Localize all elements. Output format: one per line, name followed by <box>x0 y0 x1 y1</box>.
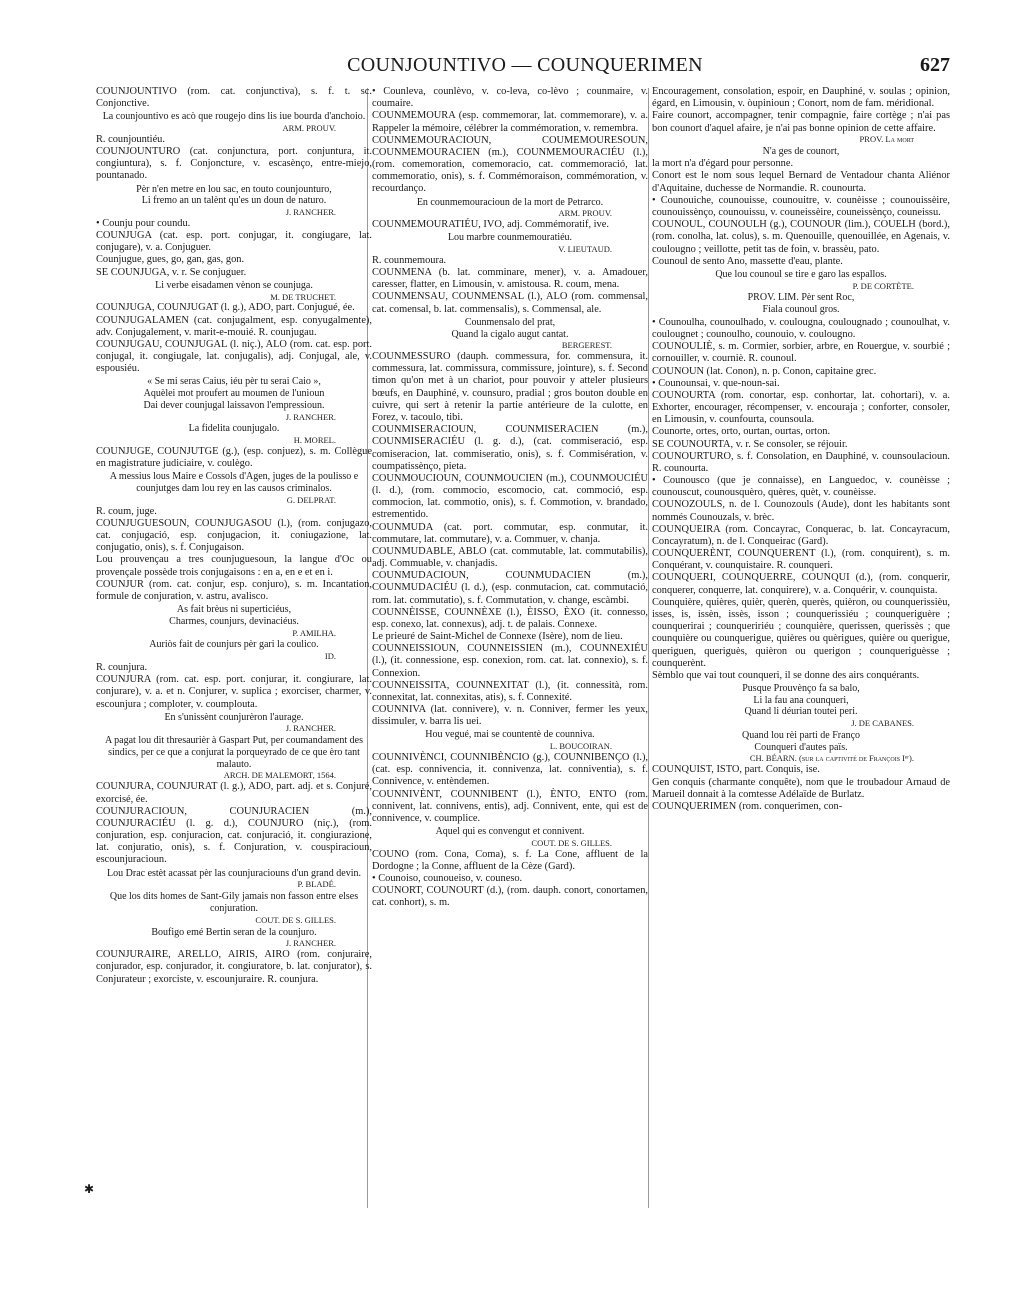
citation-source: M. DE TRUCHET. <box>270 291 336 302</box>
dictionary-entry: COUNNIVÈNT, COUNNIBENT (l.), ÈNTO, ENTO (rom. connivent, lat. connivens, entis), adj. Connivent, ente, qui est de connivence, v. coumplice. <box>372 788 648 824</box>
quotation <box>96 471 372 494</box>
dictionary-entry: COUNJUGAU, COUNJUGAL (l. niç.), ALO (rom. cat. esp. port. conjugal, it. congiugale, lat. conjugalis), adj. Conjugal, ale, v. espousiéu. <box>96 338 372 375</box>
quotation-line: « Se mi seras Caius, iéu pèr tu serai Caio », <box>147 376 321 388</box>
quotation-line: La counjountivo es acò que rougejo dins lis iue bourda d'anchoio. <box>102 111 366 123</box>
dictionary-entry: • Counju pour coundu. <box>96 217 191 229</box>
quotation <box>372 232 648 244</box>
dictionary-entry: COUNMUDA (cat. port. commutar, esp. conmutar, it. commutare, lat. commutare), v. a. Commuer, v. chanja. <box>372 521 648 545</box>
quotation <box>96 868 372 880</box>
quotation-line: Fiala counoul gros. <box>762 304 840 316</box>
citation-source: ID. <box>324 651 336 662</box>
quotation <box>372 317 648 340</box>
dictionary-entry: COUNMISERACIOUN, COUNMISERACIEN (m.), COUNMISERACIÉU (l. g. d.), (cat. commiseració, esp. comiseracion, lat. commiseratio, onis), s. f. Commisération, v. coumpatissènço, pieta. <box>372 424 648 472</box>
dictionary-entry: COUNJUGUESOUN, COUNJUGASOU (l.), (rom. conjugazo, cat. conjugació, esp. conjugacion, it. coniugazione, lat. conjugatio, onis), s. f. Conjugaison. <box>96 517 372 554</box>
dictionary-entry: COUNJURACIOUN, COUNJURACIEN (m.), COUNJURACIÉU (l. g. d.), COUNJURO (niç.), (rom. conjuration, esp. conjuracion, cat. conjuració, it. congiurazione, lat. conjuratio, onis), s. f. Conjuration, v. couspiracioun, escounjuracioun. <box>96 805 372 866</box>
dictionary-entry: R. counmemoura. <box>372 254 447 266</box>
quotation <box>96 712 372 724</box>
quotation-line: Boufigo emé Bertin seran de la counjuro. <box>151 926 317 938</box>
dictionary-entry: • Counounsai, v. que-noun-sai. <box>652 377 780 389</box>
dictionary-entry: COUNQUIST, ISTO, part. Conquis, ise. <box>652 764 820 776</box>
dictionary-entry: COUNMEMOURATIÉU, IVO, adj. Commémoratif, ive. <box>372 219 609 231</box>
quotation-line: Li fremo an un talènt qu'es un doun de naturo. <box>141 195 327 207</box>
dictionary-entry: Encouragement, consolation, espoir, en Dauphiné, v. soulas ; opinion, égard, en Limousin, v. òupinioun ; Conort, nom de fam. méridional. <box>652 86 950 110</box>
dictionary-entry: COUNQUEIRA (rom. Concayrac, Conquerac, b. lat. Concayracum, Concayratum), n. de l. Conqueirac (Gard). <box>652 523 950 547</box>
running-head: COUNJOUNTIVO — COUNQUERIMEN <box>347 54 703 76</box>
quotation-line: Hou vegué, mai se countentè de counniva. <box>425 729 595 741</box>
quotation <box>652 146 950 158</box>
quotation-line: Lou marbre counmemouratiéu. <box>447 232 573 244</box>
quotation-line: A pagat lou dit thresaurièr à Gaspart Put, per coumandament des sindics, per ce que a conjurat la porqueyrado de ce que èro tant malauto. <box>105 735 363 770</box>
quotation <box>652 269 950 281</box>
dictionary-entry: COUNJUGE, COUNJUTGE (g.), (esp. conjuez), s. m. Collègue en magistrature judiciaire, v. coulègo. <box>96 446 372 470</box>
dictionary-entry: COUNQUERIMEN (rom. conquerimen, con- <box>652 800 843 812</box>
dictionary-entry: Lou prouvençau a tres counjuguesoun, la langue d'Oc ou provençale possède trois conjugaisons : en a, en e et en i. <box>96 554 372 578</box>
dictionary-entry: COUNJOUNTURO (cat. conjunctura, port. conjuntura, it. congiuntura), s. f. Conjoncture, v. escasènço, entre-miejo, pountanado. <box>96 146 372 182</box>
dictionary-entry: Counoul de sento Ano, massette d'eau, plante. <box>652 255 843 267</box>
margin-asterisk: ✱ <box>84 1182 95 1196</box>
citation-source: J. RANCHER. <box>285 411 336 422</box>
page-header <box>100 52 950 86</box>
dictionary-entry: COUNMESSURO (dauph. commessura, for. commensura, it. commessura, lat. commissura, commissure, jointure), s. f. Second timon qu'on met à un chariot, pour pouvoir y atteler plusieurs bœufs, en Dauphiné, v. counsuro, pradial ; gros bouton double en cuivre, qui sert à retenir la partie antérieure de la culotte, en Forez, v. tacoulo, tibi. <box>372 351 648 423</box>
citation-source: COUT. DE S. GILLES. <box>255 914 336 925</box>
quotation-line: Dai dever counjugal laissavon l'empressioun. <box>143 399 325 411</box>
dictionary-entry: Sèmblo que vai tout counqueri, il se donne des airs conquérants. <box>652 669 920 681</box>
quotation-line: Li la fau ana counqueri, <box>753 694 849 706</box>
quotation-line: Counqueri d'autes païs. <box>754 741 848 753</box>
dictionary-entry: • Counouiche, counouisse, counouitre, v. counèisse ; counouissèire, counouissènço, counouissu, v. couneissèire, couneissènço, couneissu. <box>652 194 950 218</box>
dictionary-entry: • Counoulha, counoulhado, v. coulougna, coulougnado ; counoulhat, v. coulougnet ; counoulho, counouio, v. coulougno. <box>652 316 950 341</box>
quotation-line: En s'unissènt counjurèron l'aurage. <box>164 711 304 723</box>
citation-source: P. BLADÉ. <box>297 879 336 890</box>
quotation-line: Auriòs fait de counjurs pèr gari la coulico. <box>149 639 319 651</box>
quotation-line: Aquèlei mot proufert au moumen de l'unioun <box>143 388 325 400</box>
quotation-line: Quand li déurian toutei peri. <box>744 706 858 718</box>
quotation-line: PROV. LIM. Pèr sent Roc, <box>747 292 855 304</box>
quotation <box>96 184 372 207</box>
quotation-line: En counmemouracioun de la mort de Petrarco. <box>416 196 604 208</box>
quotation-line: Pusque Prouvènço fa sa balo, <box>742 683 860 695</box>
quotation <box>96 376 372 411</box>
quotation-line: Quand la cigalo augut cantat. <box>451 328 569 340</box>
dictionary-entry: COUNMEMOURACIOUN, COUMEMOURESOUN, COUNMEMOURACIEN (m.), COUNMEMOURACIÉU (l.), (rom. comemoration, comemoracio, cat. commemoració, lat. commemoratio, onis), s. f. Commémoraison, commémoration, v. recourdanço. <box>372 134 648 195</box>
quotation-line: N'a ges de counort, <box>762 145 840 157</box>
dictionary-entry: COUNNEISSITA, COUNNEXITAT (l.), (it. connessità, rom. connexitat, lat. connexitas, atis), s. f. Connexité. <box>372 679 648 703</box>
quotation <box>372 197 648 209</box>
citation-source: G. DELPRAT. <box>286 494 336 505</box>
dictionary-entry: Counquière, quières, quièr, querèn, querès, quièron, ou counquerissièu, isses, is, issèn, issès, isson ; counquerissiéu ; counqueriguère ; counquerirai ; counqueririéu ; counquière, querissen, querissès ; que counquière ou counquerigue, quières ou quèrigues, quière ou querigue, queriguen, queriguès, quièron ou querigon ; counqueriguèsse ; counquerènt. <box>652 596 950 669</box>
quotation-line: As fait brèus ni superticiéus, <box>176 604 292 616</box>
dictionary-entry: Conort est le nom sous lequel Bernard de Ventadour chanta Aliénor d'Aquitaine, duchesse de Normandie. R. counourta. <box>652 170 950 194</box>
citation-source: J. DE CABANES. <box>851 718 914 729</box>
dictionary-entry: COUNORT, COUNOURT (d.), (rom. dauph. conort, conortamen, cat. conhort), s. m. <box>372 885 648 909</box>
citation-source: ARCH. DE MALEMORT, 1564. <box>223 770 336 781</box>
column-2 <box>372 86 648 910</box>
citation-source: PROV. La mort <box>859 133 914 144</box>
dictionary-entry: COUNMUDACIOUN, COUNMUDACIEN (m.), COUNMUDACIÉU (l. d.), (esp. conmutacion, cat. commutació, rom. lat. commutatio), s. f. Commutation, v. change, escàmbi. <box>372 570 648 606</box>
quotation <box>372 826 648 838</box>
dictionary-entry: • Counousco (que je connaisse), en Languedoc, v. counèisse ; counouscut, counousquèro, quères, quèt, v. counèisse. <box>652 475 950 499</box>
dictionary-entry: COUNMENA (b. lat. comminare, mener), v. a. Amadouer, caresser, flatter, en Limousin, v. amistousa. R. coum, mena. <box>372 267 648 291</box>
dictionary-entry: R. coum, juge. <box>96 505 157 517</box>
dictionary-entry: COUNNÈISSE, COUNNÈXE (l.), ÈISSO, ÈXO (it. connesso, esp. conexo, lat. connexus), adj. t. de palais. Connexe. <box>372 606 648 630</box>
dictionary-entry: COUNOUL, COUNOULH (g.), COUNOUR (lim.), COUELH (bord.), (rom. conolha, lat. colus), s. m. Quenouille, quenouillée, en Agenais, v. coulougno ; veillotte, petit tas de foin, v. brassèu, pato. <box>652 219 950 255</box>
dictionary-entry: Counorte, ortes, orto, ourtan, ourtas, orton. <box>652 426 831 438</box>
citation-source: J. RANCHER. <box>285 207 336 218</box>
quotation <box>652 730 950 753</box>
quotation-line: Que los dits homes de Sant-Gily jamais non fasson entre elses conjuration. <box>109 891 359 914</box>
citation-source: H. MOREL. <box>293 435 336 446</box>
quotation <box>96 111 372 123</box>
dictionary-entry: R. counjountiéu. <box>96 133 165 145</box>
dictionary-entry: • Counoiso, counoueiso, v. couneso. <box>372 873 523 885</box>
column-divider <box>648 88 649 1208</box>
citation-source: L. BOUCOIRAN. <box>549 741 612 752</box>
citation-source: COUT. DE S. GILLES. <box>531 837 612 848</box>
quotation-line: Pèr n'en metre en lou sac, en touto counjounturo, <box>136 183 332 195</box>
dictionary-entry: Counjugue, gues, go, gan, gas, gon. <box>96 254 245 266</box>
dictionary-entry: COUNJURAIRE, ARELLO, AIRIS, AIRO (rom. conjuraire, conjurador, esp. conjurador, it. congiuratore, b. lat. conjurator), s. Conjurateur ; exorciste, v. escounjuraire. R. counjura. <box>96 949 372 985</box>
dictionary-entry: COUNJUGA (cat. esp. port. conjugar, it. congiugare, lat. conjugare), v. a. Conjuguer. <box>96 230 372 254</box>
dictionary-entry: COUNNIVÈNCI, COUNNIBÈNCIO (g.), COUNNIBENÇO (l.), (cat. esp. connivencia, it. connivenza, lat. conniventia), s. f. Connivence, v. entèndemen. <box>372 752 648 788</box>
quotation <box>96 280 372 292</box>
citation-source: ARM. PROUV. <box>558 208 612 219</box>
quotation <box>96 639 372 651</box>
dictionary-entry: COUNJURA, COUNJURAT (l. g.), ADO, part. adj. et s. Conjuré, exorcisé, ée. <box>96 781 372 805</box>
quotation <box>372 729 648 741</box>
dictionary-entry: COUNMEMOURA (esp. commemorar, lat. commemorare), v. a. Rappeler la mémoire, célébrer la commémoration, v. remembra. <box>372 110 648 134</box>
quotation <box>652 292 950 315</box>
dictionary-entry: COUNOZOULS, n. de l. Counozouls (Aude), dont les habitants sont nommés Counouzals, v. brèc. <box>652 499 950 523</box>
quotation <box>652 683 950 718</box>
dictionary-entry: • Counleva, counlèvo, v. co-leva, co-lèvo ; counmaire, v. coumaire. <box>372 86 648 110</box>
dictionary-entry: COUNJUR (rom. cat. conjur, esp. conjuro), s. m. Incantation, formule de conjuration, v. astru, avalisco. <box>96 578 372 602</box>
citation-source: V. LIEUTAUD. <box>558 244 612 255</box>
quotation <box>96 927 372 939</box>
dictionary-entry: R. counjura. <box>96 662 148 674</box>
dictionary-entry: COUNOUN (lat. Conon), n. p. Conon, capitaine grec. <box>652 365 877 377</box>
citation-source: J. RANCHER. <box>285 723 336 734</box>
citation-source: J. RANCHER. <box>285 938 336 949</box>
quotation-line: Lou Drac estèt acassat pèr las counjuraciouns d'un grand devin. <box>107 867 361 879</box>
dictionary-entry: Le prieuré de Saint-Michel de Connexe (Isère), nom de lieu. <box>372 631 623 643</box>
dictionary-entry: Gen conquis (charmante conquête), nom que le troubadour Arnaud de Marueil donnait à la comtesse Adélaïde de Burlatz. <box>652 776 950 800</box>
quotation-line: Que lou counoul se tire e garo las espallos. <box>715 268 887 280</box>
dictionary-entry: COUNOULIÈ, s. m. Cormier, sorbier, arbre, en Rouergue, v. sourbié ; cornouiller, v. courniè. R. counoul. <box>652 341 950 365</box>
dictionary-entry: COUNNEISSIOUN, COUNNEISSIEN (m.), COUNNEXIÉU (l.), (it. connessione, esp. conexion, rom. cat. lat. connexio), s. f. Connexion. <box>372 643 648 679</box>
quotation-line: Li verbe eisadamen vènon se counjuga. <box>155 279 313 291</box>
quotation-line: Quand lou rèi parti de Franço <box>741 730 861 742</box>
dictionary-entry: COUNQUERI, COUNQUERRE, COUNQUI (d.), (rom. conquerir, conquerer, conquerre, lat. conquirere), v. a. Conquérir, v. counquista. <box>652 572 950 596</box>
citation-source: ARM. PROUV. <box>282 123 336 134</box>
page-number: 627 <box>920 54 950 76</box>
dictionary-entry: COUNOURTURO, s. f. Consolation, en Dauphiné, v. counsoulacioun. R. counourta. <box>652 450 950 474</box>
quotation-line: Charmes, counjurs, devinaciéus. <box>169 615 299 627</box>
quotation-line: Aquel qui es convengut et connivent. <box>435 826 585 838</box>
citation-source: P. DE CORTÈTE. <box>852 280 914 291</box>
dictionary-entry: COUNO (rom. Cona, Coma), s. f. La Cone, affluent de la Dordogne ; la Conne, affluent de la Cèze (Gard). <box>372 848 648 872</box>
dictionary-entry: COUNMUDABLE, ABLO (cat. commutable, lat. commutabilis), adj. Commuable, v. chanjadis. <box>372 545 648 570</box>
dictionary-entry: COUNMOUCIOUN, COUNMOUCIEN (m.), COUNMOUCIÉU (l. d.), (rom. commocio, escomocio, cat. commoció, esp. commocion, lat. commotio, onis), s. f. Commotion, v. brandado, estrementido. <box>372 472 648 521</box>
dictionary-entry: COUNJURA (rom. cat. esp. port. conjurar, it. congiurare, lat. conjurare), v. a. et n. Conjurer, v. suplica ; exorciser, charmer, v. escounjura ; comploter, v. coumplouta. <box>96 674 372 710</box>
dictionary-entry: Faire counort, accompagner, tenir compagnie, faire cortège ; n'ai pas bon counort d'aquel afaire, je n'ai pas bonne opinion de cette affaire. <box>652 110 950 134</box>
quotation <box>96 604 372 627</box>
quotation <box>96 891 372 914</box>
dictionary-entry: la mort n'a d'égard pour personne. <box>652 158 794 170</box>
dictionary-entry: COUNNIVA (lat. connivere), v. n. Conniver, fermer les yeux, dissimuler, v. barra lis uei. <box>372 704 648 728</box>
dictionary-entry: COUNJOUNTIVO (rom. cat. conjunctiva), s. f. t. sc. Conjonctive. <box>96 86 372 110</box>
quotation <box>96 735 372 770</box>
quotation-line: La fidelita counjugalo. <box>188 423 280 435</box>
column-3 <box>652 86 950 813</box>
quotation-line: Counmensalo del prat, <box>464 316 556 328</box>
citation-source: P. AMILHA. <box>292 627 336 638</box>
dictionary-entry: COUNJUGALAMEN (cat. conjugalment, esp. conyugalmente), adv. Conjugalement, v. marit-e-mouié. R. counjugau. <box>96 314 372 338</box>
citation-source: BERGEREST. <box>561 340 612 351</box>
dictionary-entry: COUNOURTA (rom. conortar, esp. conhortar, lat. cohortari), v. a. Exhorter, encourager, récompenser, v. encouraja ; conforter, consoler, en Limousin, v. counfourta, counsoula. <box>652 389 950 426</box>
dictionary-entry: SE COUNJUGA, v. r. Se conjuguer. <box>96 266 247 278</box>
citation-source: CH. BÉARN. (sur la captivité de François Iᵉʳ). <box>749 753 914 764</box>
dictionary-entry: COUNQUERÈNT, COUNQUERENT (l.), (rom. conquirent), s. m. Conquérant, v. counquistaire. R. counqueri. <box>652 548 950 572</box>
quotation <box>96 423 372 435</box>
dictionary-entry: COUNMENSAU, COUNMENSAL (l.), ALO (rom. commensal, cat. comensal, b. lat. commensalis), s. Commensal, ale. <box>372 291 648 315</box>
quotation-line: A messius lous Maire e Cossols d'Agen, juges de la poulisso e counjutges dam lou rey en las causos criminalos. <box>109 471 359 495</box>
dictionary-entry: COUNJUGA, COUNJUGAT (l. g.), ADO, part. Conjugué, ée. <box>96 302 355 314</box>
column-1 <box>96 86 372 986</box>
dictionary-entry: SE COUNOURTA, v. r. Se consoler, se réjouir. <box>652 438 848 450</box>
